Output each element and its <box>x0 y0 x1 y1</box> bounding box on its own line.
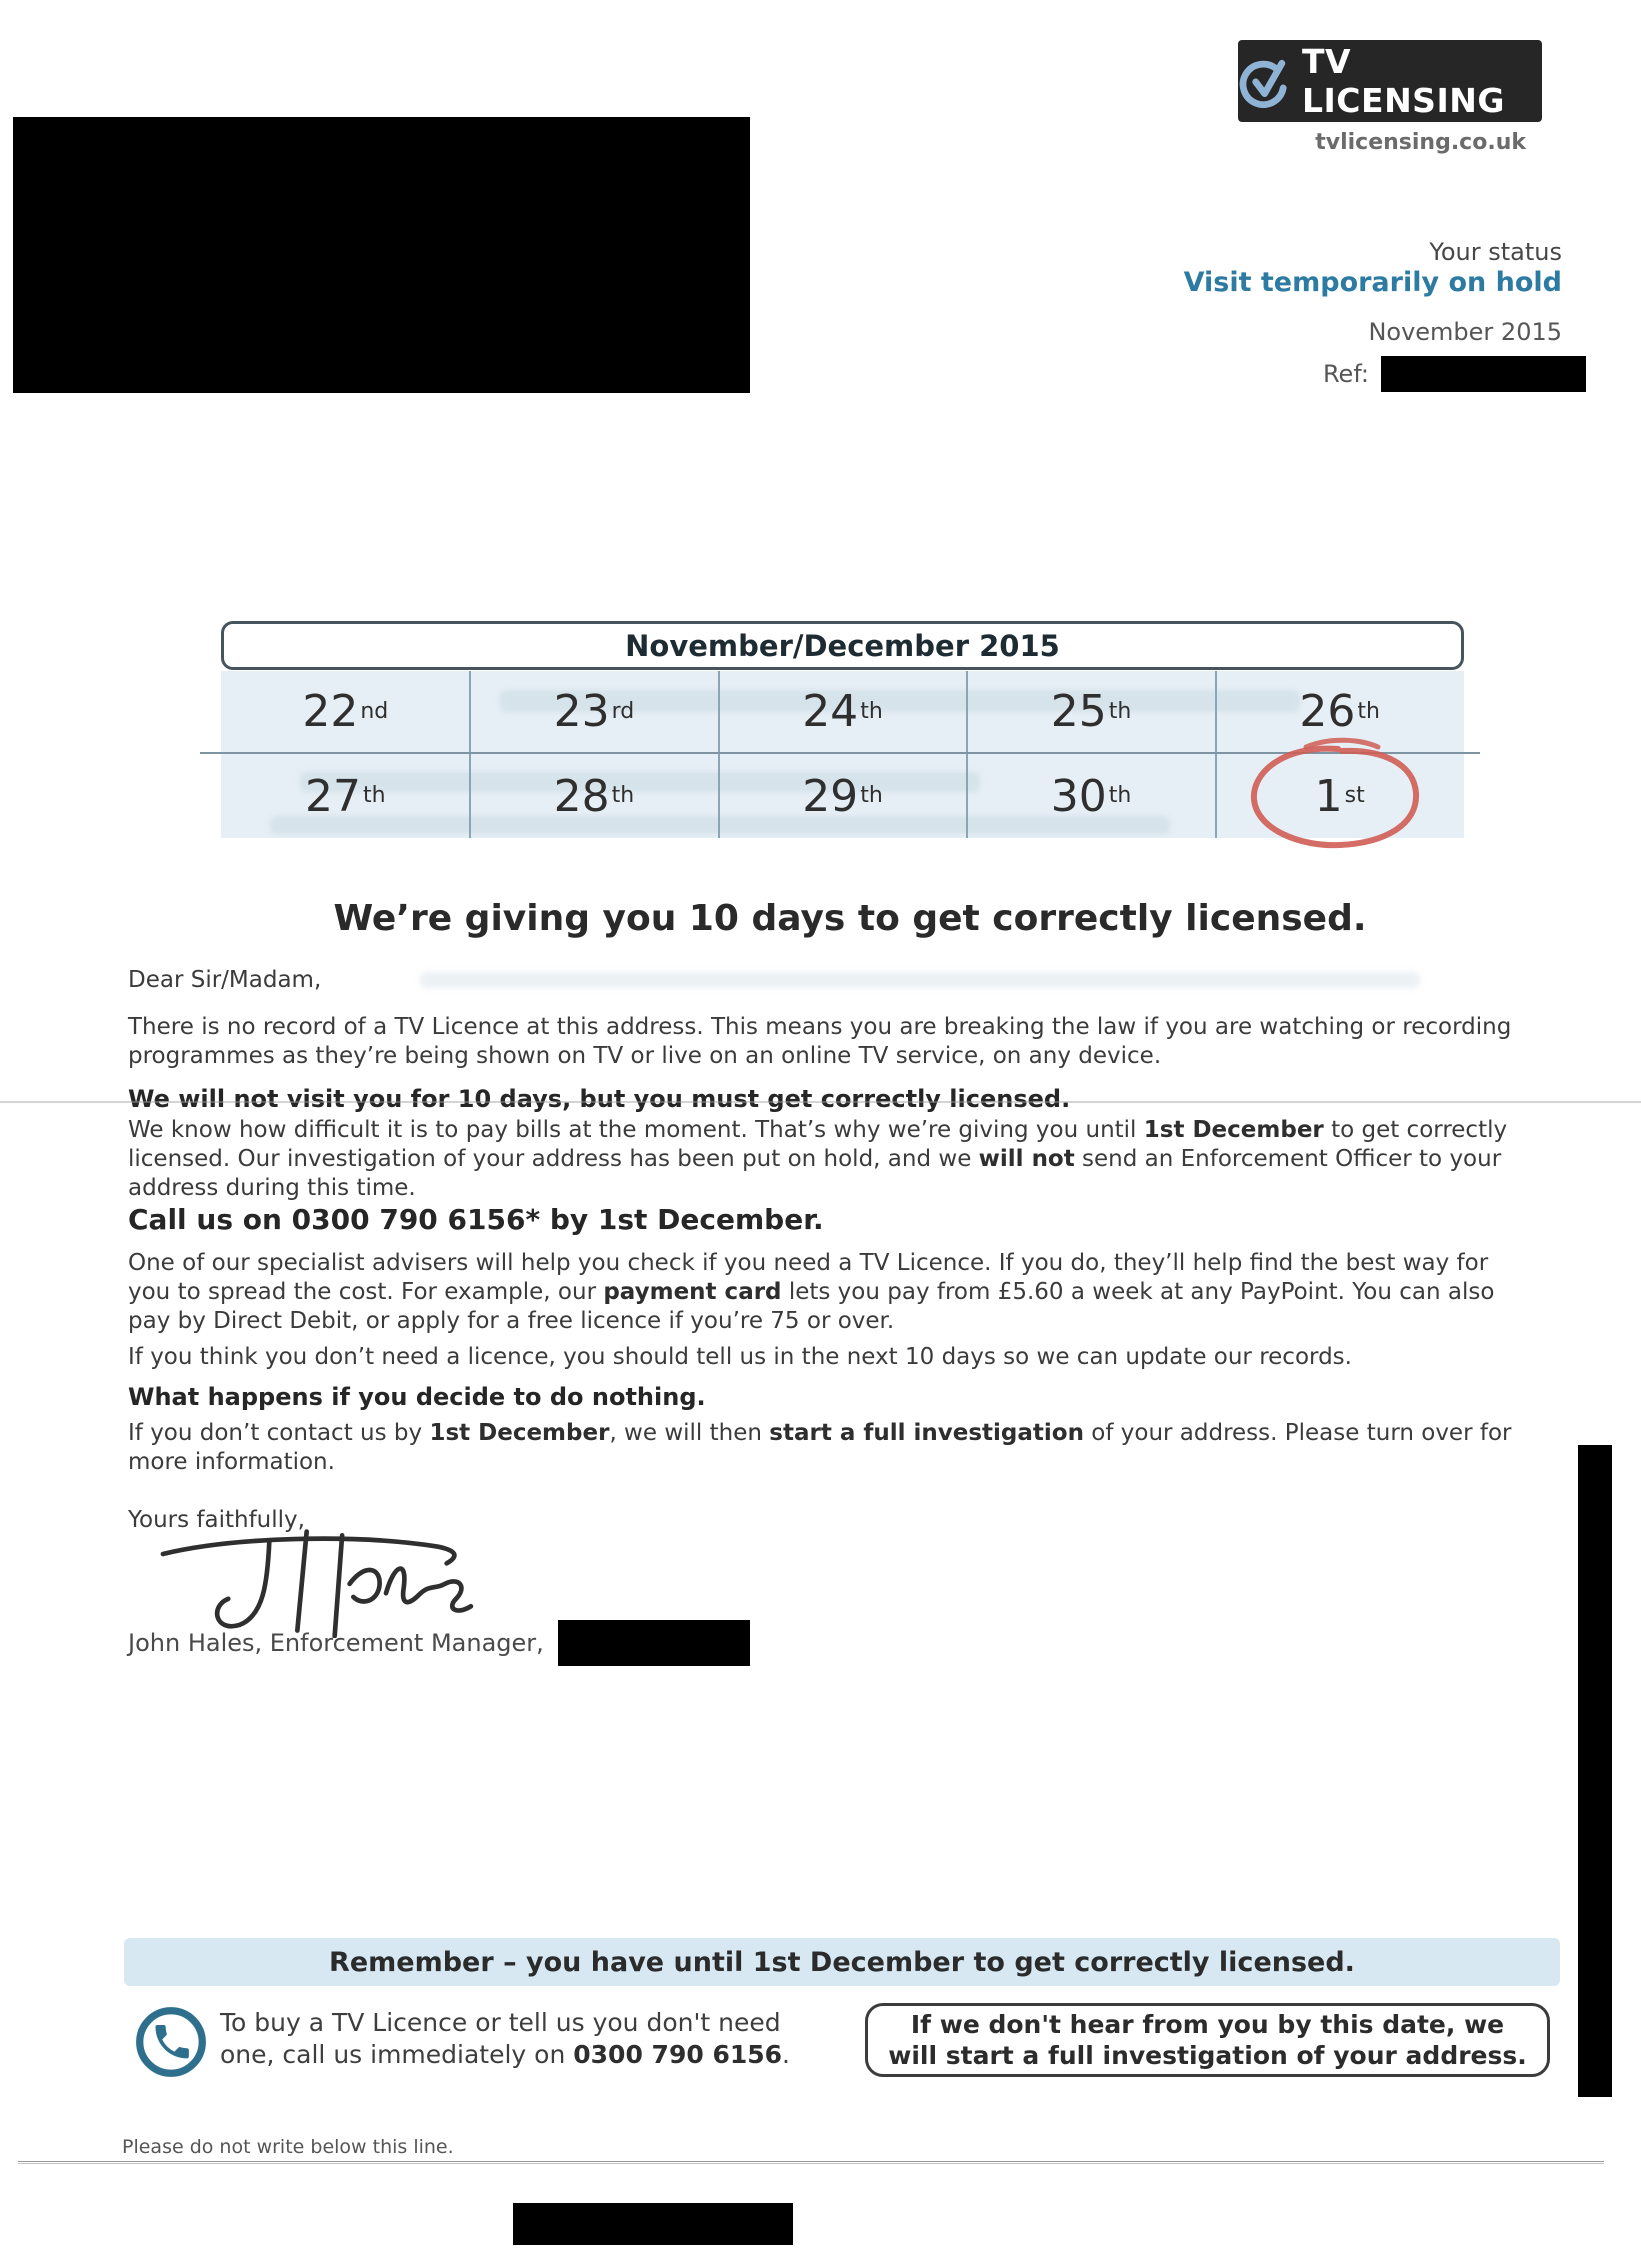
paragraph-investigation: If you don’t contact us by 1st December, we will then start a full investigation of your address. Please turn over for more information. <box>128 1420 1512 1475</box>
logo-wordmark: TV LICENSING <box>1302 42 1505 120</box>
reminder-banner-text: Remember – you have until 1st December to get correctly licensed. <box>329 1946 1355 1978</box>
phone-instruction-line2: one, call us immediately on 0300 790 6156. <box>220 2040 790 2069</box>
tear-off-line <box>18 2161 1604 2164</box>
redacted-reference-number <box>1381 356 1586 392</box>
calendar-day: 24 th <box>802 686 883 737</box>
subheading-no-visit: We will not visit you for 10 days, but you must get correctly licensed. <box>128 1085 1071 1113</box>
reference-row <box>1323 356 1586 392</box>
calendar-day: 28 th <box>553 770 635 822</box>
calendar-day: 25 th <box>1050 686 1132 737</box>
redacted-side-bar <box>1578 1445 1612 2097</box>
subheading-do-nothing: What happens if you decide to do nothing. <box>128 1383 706 1411</box>
ref-label: Ref: <box>1322 360 1369 388</box>
calendar-day: 23 rd <box>553 686 635 737</box>
website-url: tvlicensing.co.uk <box>1315 130 1526 155</box>
signoff-row <box>128 1620 750 1666</box>
calendar-day: 27 th <box>305 770 386 822</box>
scan-fold-line <box>0 1101 1641 1103</box>
hand-drawn-circle-annotation <box>1238 733 1433 851</box>
subheading-call-us: Call us on 0300 790 6156* by 1st December. <box>128 1203 824 1236</box>
warning-line2: will start a full investigation of your address. <box>888 2041 1527 2070</box>
warning-line1: If we don't hear from you by this date, we <box>910 2010 1505 2039</box>
calendar-header <box>221 621 1464 670</box>
salutation: Dear Sir/Madam, <box>128 967 322 993</box>
paragraph-no-record: There is no record of a TV Licence at this address. This means you are breaking the law if you are watching or recording programmes as they’re being shown on TV or live on an online TV service, on any device. <box>128 1014 1512 1069</box>
phone-icon <box>131 2002 211 2082</box>
signoff-name-title: John Hales, Enforcement Manager, <box>128 1629 544 1657</box>
letter-main-heading: We’re giving you 10 days to get correctly licensed. <box>333 898 1367 939</box>
reminder-banner <box>124 1938 1560 1986</box>
calendar-day: 22 nd <box>302 686 389 737</box>
do-not-write-note: Please do not write below this line. <box>122 2136 454 2158</box>
redacted-barcode-block <box>513 2203 793 2245</box>
calendar-title: November/December 2015 <box>625 628 1060 663</box>
paragraph-advisers: One of our specialist advisers will help you check if you need a TV Licence. If you do, they’ll help find the best way for you to spread the cost. For example, our payment card lets you pay from £5.60 a week at any PayPoint. You can also pay by Direct Debit, or apply for a free licence if you’re 75 or over. <box>128 1250 1495 1334</box>
status-value: Visit temporarily on hold <box>1183 267 1562 298</box>
paragraph-deadline: We know how difficult it is to pay bills at the moment. That’s why we’re giving you until 1st December to get correctly licensed. Our investigation of your address has been put on hold, and we will not send an Enforcement Officer to your address during this time. <box>128 1117 1508 1201</box>
phone-instruction <box>220 2007 790 2071</box>
letter-date: November 2015 <box>1368 318 1562 346</box>
calendar-day-deadline: 1 st <box>1314 770 1365 822</box>
check-circle-icon <box>1238 54 1292 108</box>
redacted-address-block <box>13 117 750 393</box>
calendar-day: 26 th <box>1299 686 1380 737</box>
scan-showthrough-artifact <box>420 972 1420 988</box>
calendar-day: 30 th <box>1050 770 1132 822</box>
calendar-day: 29 th <box>802 770 883 822</box>
phone-instruction-line1: To buy a TV Licence or tell us you don't need <box>220 2008 781 2037</box>
redacted-signoff-detail <box>558 1620 750 1666</box>
status-label: Your status <box>1429 238 1562 266</box>
closing-line: Yours faithfully, <box>128 1507 305 1533</box>
paragraph-no-licence-needed: If you think you don’t need a licence, you should tell us in the next 10 days so we can update our records. <box>128 1344 1352 1370</box>
tv-licensing-logo <box>1238 40 1542 122</box>
investigation-warning-box <box>865 2003 1550 2077</box>
